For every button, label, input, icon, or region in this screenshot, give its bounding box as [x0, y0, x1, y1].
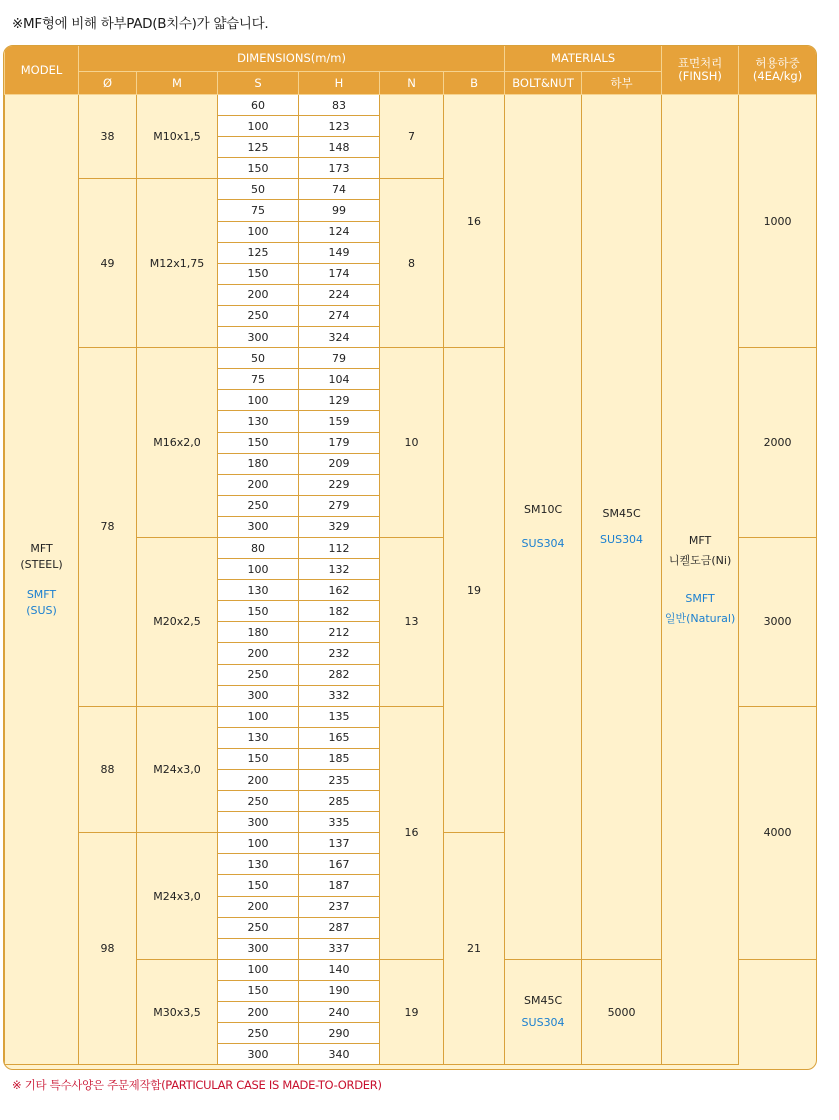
s-cell: 50 [218, 179, 299, 200]
h-cell: 79 [299, 348, 380, 369]
s-cell: 300 [218, 516, 299, 537]
s-cell: 75 [218, 369, 299, 390]
h-cell: 112 [299, 537, 380, 558]
m-cell: M24x3,0 [137, 833, 218, 960]
s-cell: 80 [218, 537, 299, 558]
model-sus-name: SMFT [26, 587, 57, 601]
h-cell: 290 [299, 1023, 380, 1044]
header-model: MODEL [5, 46, 79, 95]
h-cell: 123 [299, 116, 380, 137]
h-cell: 329 [299, 516, 380, 537]
header-dimensions: DIMENSIONS(m/m) [79, 46, 505, 72]
load-cell: 1000 [739, 95, 817, 348]
n-cell: 16 [380, 706, 444, 959]
n-cell: 7 [380, 95, 444, 179]
n-cell: 19 [380, 959, 444, 1064]
h-cell: 165 [299, 727, 380, 748]
s-cell: 250 [218, 791, 299, 812]
header-load-en: (4EA/kg) [752, 69, 803, 83]
h-cell: 182 [299, 601, 380, 622]
s-cell: 150 [218, 875, 299, 896]
n-cell: 13 [380, 537, 444, 706]
load-cell: 5000 [582, 959, 662, 1064]
m-cell: M24x3,0 [137, 706, 218, 833]
h-cell: 340 [299, 1044, 380, 1065]
h-cell: 162 [299, 580, 380, 601]
h-cell: 167 [299, 854, 380, 875]
finish-steel-name: MFT [688, 533, 712, 547]
s-cell: 125 [218, 137, 299, 158]
model-steel-name: MFT [30, 541, 53, 555]
s-cell: 200 [218, 474, 299, 495]
s-cell: 130 [218, 727, 299, 748]
finish-cell [662, 95, 739, 1065]
h-cell: 287 [299, 917, 380, 938]
h-cell: 285 [299, 791, 380, 812]
h-cell: 174 [299, 263, 380, 284]
h-cell: 279 [299, 495, 380, 516]
header-m: M [137, 72, 218, 95]
note-bottom: ※ 기타 특수사양은 주문제작함(PARTICULAR CASE IS MADE-TO-ORDER) [12, 1078, 382, 1092]
s-cell: 180 [218, 453, 299, 474]
h-cell: 224 [299, 284, 380, 305]
bolt-material-cell-lower [505, 959, 582, 1064]
b-cell: 21 [444, 833, 505, 1065]
b-cell: 16 [444, 95, 505, 348]
s-cell: 250 [218, 305, 299, 326]
s-cell: 200 [218, 770, 299, 791]
bolt-material-cell [505, 95, 582, 960]
s-cell: 125 [218, 242, 299, 263]
bolt-material-lower-sus: SUS304 [521, 1016, 565, 1030]
h-cell: 235 [299, 770, 380, 791]
s-cell: 130 [218, 411, 299, 432]
h-cell: 135 [299, 706, 380, 727]
s-cell: 150 [218, 432, 299, 453]
s-cell: 300 [218, 938, 299, 959]
load-cell: 4000 [739, 706, 817, 959]
spec-table-body [5, 95, 817, 1065]
note-top: ※MF형에 비해 하부PAD(B치수)가 얇습니다. [12, 16, 269, 32]
h-cell: 212 [299, 622, 380, 643]
lower-material-sus: SUS304 [600, 532, 644, 546]
n-cell: 10 [380, 348, 444, 538]
h-cell: 337 [299, 938, 380, 959]
model-sus-type: (SUS) [26, 603, 57, 617]
s-cell: 150 [218, 263, 299, 284]
finish-steel-finish: 니켈도금(Ni) [668, 553, 732, 567]
s-cell: 130 [218, 580, 299, 601]
phi-cell: 49 [79, 179, 137, 348]
h-cell: 274 [299, 305, 380, 326]
h-cell: 173 [299, 158, 380, 179]
s-cell: 250 [218, 495, 299, 516]
h-cell: 129 [299, 390, 380, 411]
bolt-material-lower-steel: SM45C [523, 994, 563, 1008]
header-load [739, 46, 817, 95]
h-cell: 83 [299, 95, 380, 116]
load-cell: 3000 [739, 537, 817, 706]
h-cell: 324 [299, 327, 380, 348]
s-cell: 100 [218, 221, 299, 242]
s-cell: 100 [218, 959, 299, 980]
finish-sus-name: SMFT [685, 591, 715, 605]
h-cell: 232 [299, 643, 380, 664]
s-cell: 200 [218, 896, 299, 917]
header-finish-en: (FINSH) [678, 69, 722, 83]
m-cell: M16x2,0 [137, 348, 218, 538]
h-cell: 140 [299, 959, 380, 980]
h-cell: 179 [299, 432, 380, 453]
spec-table [4, 46, 817, 1065]
bolt-material-steel: SM10C [523, 502, 563, 516]
model-cell [5, 95, 79, 1065]
header-finish-ko: 표면처리 [677, 56, 723, 70]
h-cell: 132 [299, 559, 380, 580]
s-cell: 150 [218, 748, 299, 769]
s-cell: 250 [218, 1023, 299, 1044]
h-cell: 148 [299, 137, 380, 158]
finish-sus-finish: 일반(Natural) [664, 611, 736, 625]
header-load-ko: 허용하중 [755, 56, 800, 70]
h-cell: 240 [299, 1002, 380, 1023]
model-steel-type: (STEEL) [20, 557, 63, 571]
s-cell: 100 [218, 390, 299, 411]
s-cell: 300 [218, 685, 299, 706]
s-cell: 200 [218, 1002, 299, 1023]
m-cell: M12x1,75 [137, 179, 218, 348]
h-cell: 124 [299, 221, 380, 242]
s-cell: 200 [218, 643, 299, 664]
h-cell: 74 [299, 179, 380, 200]
m-cell: M30x3,5 [137, 959, 218, 1064]
h-cell: 159 [299, 411, 380, 432]
h-cell: 137 [299, 833, 380, 854]
s-cell: 150 [218, 980, 299, 1001]
header-bolt-nut: BOLT&NUT [505, 72, 582, 95]
s-cell: 100 [218, 706, 299, 727]
s-cell: 50 [218, 348, 299, 369]
header-lower: 하부 [582, 72, 662, 95]
header-phi: Ø [79, 72, 137, 95]
s-cell: 130 [218, 854, 299, 875]
s-cell: 180 [218, 622, 299, 643]
h-cell: 185 [299, 748, 380, 769]
s-cell: 60 [218, 95, 299, 116]
h-cell: 190 [299, 980, 380, 1001]
s-cell: 300 [218, 812, 299, 833]
h-cell: 229 [299, 474, 380, 495]
header-n: N [380, 72, 444, 95]
s-cell: 250 [218, 664, 299, 685]
lower-material-steel: SM45C [602, 506, 641, 520]
h-cell: 237 [299, 896, 380, 917]
h-cell: 104 [299, 369, 380, 390]
s-cell: 200 [218, 284, 299, 305]
phi-cell: 98 [79, 833, 137, 1065]
m-cell: M10x1,5 [137, 95, 218, 179]
h-cell: 335 [299, 812, 380, 833]
table-row [5, 95, 817, 116]
b-cell: 19 [444, 348, 505, 833]
phi-cell: 78 [79, 348, 137, 707]
phi-cell: 38 [79, 95, 137, 179]
h-cell: 332 [299, 685, 380, 706]
s-cell: 300 [218, 327, 299, 348]
m-cell: M20x2,5 [137, 537, 218, 706]
h-cell: 149 [299, 242, 380, 263]
s-cell: 150 [218, 158, 299, 179]
load-cell: 2000 [739, 348, 817, 538]
s-cell: 300 [218, 1044, 299, 1065]
s-cell: 75 [218, 200, 299, 221]
phi-cell: 88 [79, 706, 137, 833]
s-cell: 250 [218, 917, 299, 938]
s-cell: 100 [218, 559, 299, 580]
lower-material-cell [582, 95, 662, 960]
s-cell: 150 [218, 601, 299, 622]
header-finish [662, 46, 739, 95]
h-cell: 187 [299, 875, 380, 896]
header-materials: MATERIALS [505, 46, 662, 72]
h-cell: 282 [299, 664, 380, 685]
s-cell: 100 [218, 833, 299, 854]
n-cell: 8 [380, 179, 444, 348]
h-cell: 99 [299, 200, 380, 221]
s-cell: 100 [218, 116, 299, 137]
header-h: H [299, 72, 380, 95]
header-b: B [444, 72, 505, 95]
spec-table-container [3, 45, 817, 1070]
header-s: S [218, 72, 299, 95]
h-cell: 209 [299, 453, 380, 474]
bolt-material-sus: SUS304 [521, 536, 565, 550]
